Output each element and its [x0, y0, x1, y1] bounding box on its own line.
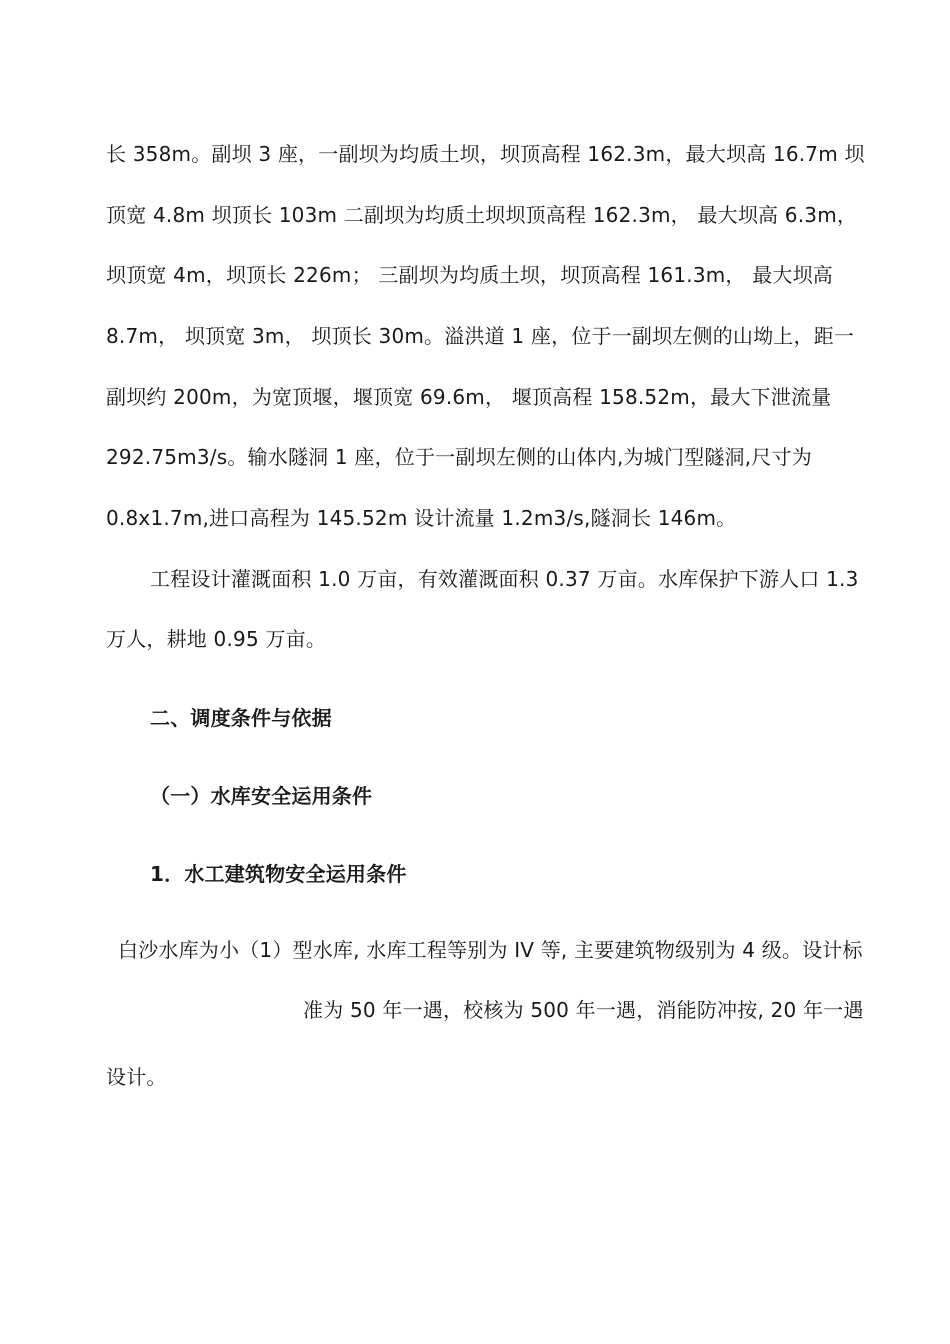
- text-line: 工程设计灌溉面积 1.0 万亩，有效灌溉面积 0.37 万亩。水库保护下游人口 1.3: [150, 567, 859, 591]
- text-line: 准为 50 年一遇，校核为 500 年一遇，消能防冲按, 20 年一遇: [303, 998, 864, 1022]
- item-heading: 1．水工建筑物安全运用条件: [150, 862, 407, 886]
- text-line: 坝顶宽 4m，坝顶长 226m； 三副坝为均质土坝，坝顶高程 161.3m， 最大坝高: [106, 263, 833, 287]
- text-line: 292.75m3/s。输水隧洞 1 座，位于一副坝左侧的山体内,为城门型隧洞,尺寸为: [106, 445, 812, 469]
- text-line: 顶宽 4.8m 坝顶长 103m 二副坝为均质土坝坝顶高程 162.3m， 最大坝高 6.3m，: [106, 203, 858, 227]
- text-line: 长 358m。副坝 3 座，一副坝为均质土坝，坝顶高程 162.3m，最大坝高 16.7m 坝: [106, 142, 865, 166]
- text-line: 万人，耕地 0.95 万亩。: [106, 627, 327, 651]
- text-line: 副坝约 200m，为宽顶堰，堰顶宽 69.6m， 堰顶高程 158.52m，最大下泄流量: [106, 385, 832, 409]
- text-line: 0.8x1.7m,进口高程为 145.52m 设计流量 1.2m3/s,隧洞长 146m。: [106, 506, 737, 530]
- text-line: 8.7m， 坝顶宽 3m， 坝顶长 30m。溢洪道 1 座，位于一副坝左侧的山坳上，距一: [106, 324, 855, 348]
- text-line: 白沙水库为小（1）型水库, 水库工程等别为 IV 等, 主要建筑物级别为 4 级。设计标: [118, 938, 863, 962]
- section-heading: 二、调度条件与依据: [150, 706, 332, 730]
- subsection-heading: （一）水库安全运用条件: [150, 784, 373, 808]
- text-line: 设计。: [106, 1065, 167, 1089]
